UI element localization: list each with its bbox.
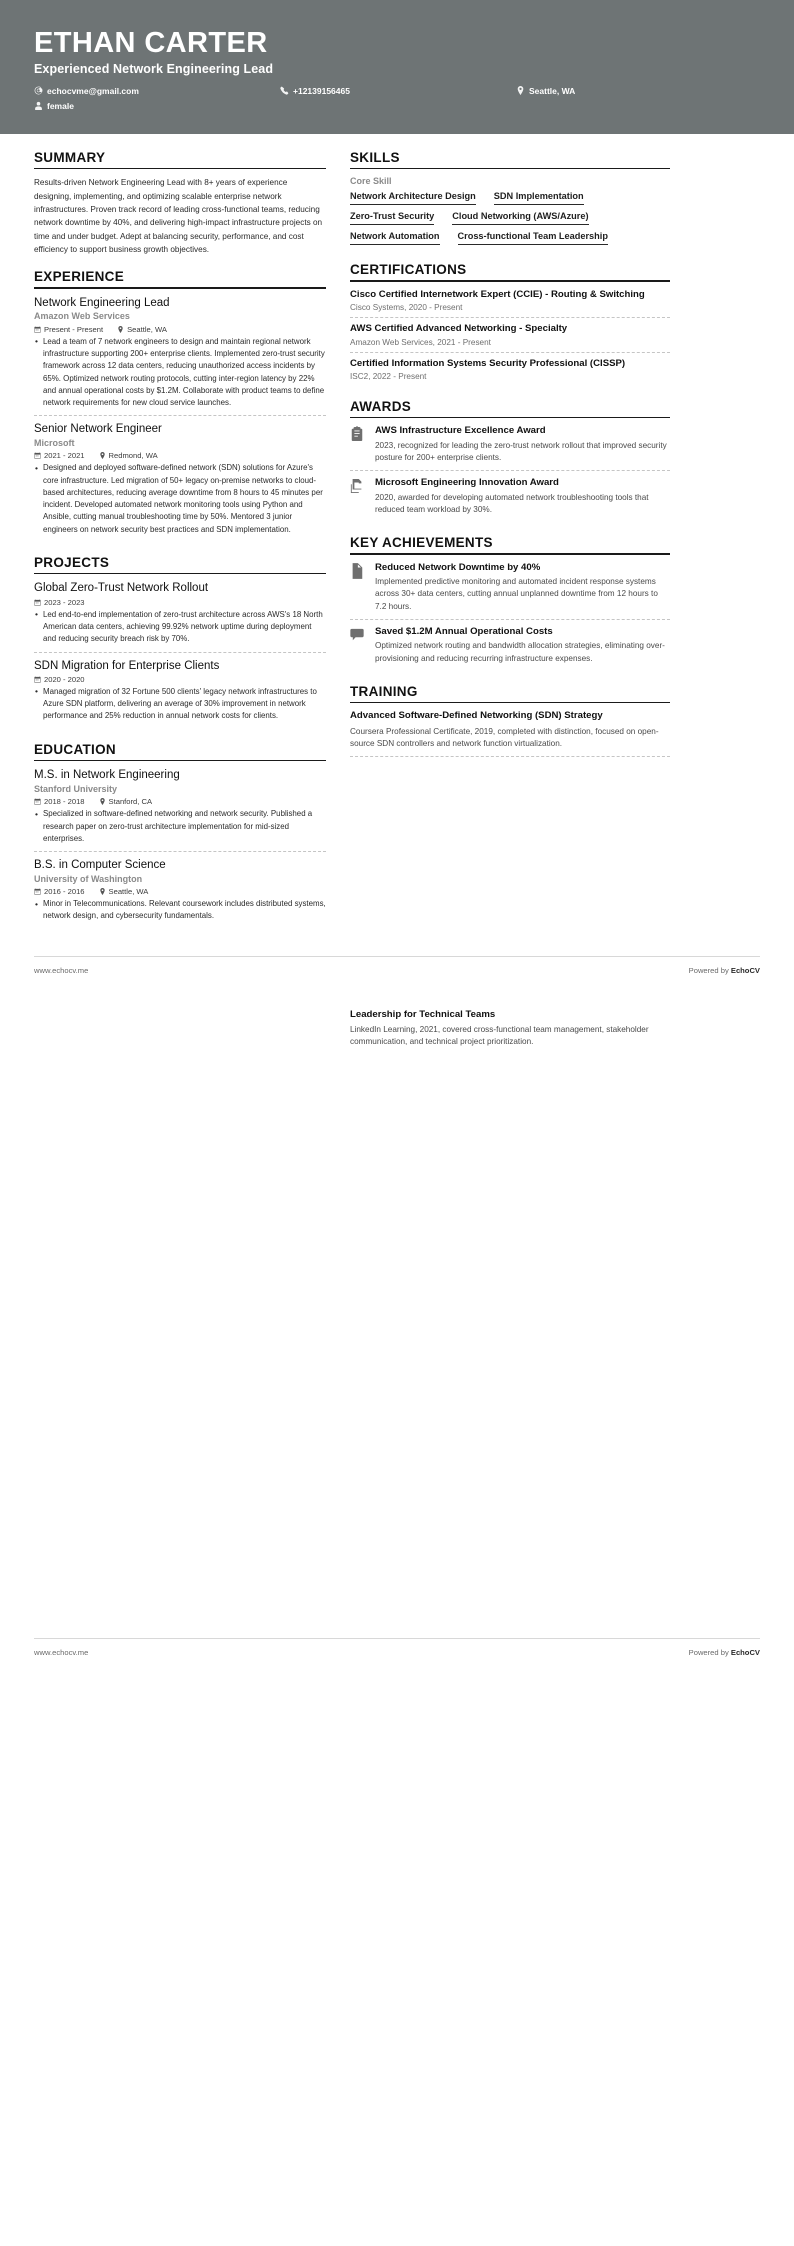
training-name: Advanced Software-Defined Networking (SDN) Strategy bbox=[350, 710, 603, 722]
resume-header bbox=[0, 0, 794, 134]
contact-gender bbox=[34, 101, 280, 111]
section-summary bbox=[34, 150, 326, 256]
calendar-icon bbox=[34, 798, 41, 805]
training-item bbox=[350, 710, 670, 757]
certification-item bbox=[350, 323, 670, 352]
certification-item bbox=[350, 289, 670, 318]
skill-item: Network Architecture Design bbox=[350, 189, 476, 205]
certifications-section-title: CERTIFICATIONS bbox=[350, 262, 467, 278]
right-column-page2 bbox=[350, 993, 670, 1068]
summary-section-title: SUMMARY bbox=[34, 149, 106, 165]
achievement-description: Implemented predictive monitoring and automated incident response systems across 30+ data centers, cutting annual unplanned downtime from 12 hours to 7.2 hours. bbox=[375, 577, 658, 611]
job-dates: 2021 - 2021 bbox=[34, 451, 85, 460]
brand-name: EchoCV bbox=[730, 965, 760, 975]
email-icon bbox=[34, 86, 43, 95]
education-section-title: EDUCATION bbox=[34, 741, 116, 757]
education-meta bbox=[34, 887, 326, 896]
education-item bbox=[34, 768, 326, 852]
skills-section-title: SKILLS bbox=[350, 149, 400, 165]
experience-item bbox=[34, 296, 326, 417]
location-pin-icon bbox=[99, 888, 106, 895]
award-description: 2023, recognized for leading the zero-trust network rollout that improved security posture for 200+ enterprise clients. bbox=[375, 440, 667, 463]
brand-name: EchoCV bbox=[730, 1647, 760, 1657]
job-meta bbox=[34, 451, 326, 460]
education-meta bbox=[34, 797, 326, 806]
education-dates: 2018 - 2018 bbox=[34, 797, 85, 806]
bullet: • Minor in Telecommunications. Relevant coursework includes distributed systems, network design, and cybersecurity fundamentals. bbox=[34, 898, 326, 923]
training-description: LinkedIn Learning, 2021, covered cross-functional team management, stakeholder communication, and technical project prioritization. bbox=[350, 1024, 649, 1047]
achievement-item bbox=[350, 562, 670, 620]
copy-icon bbox=[350, 477, 366, 516]
location-pin-icon bbox=[99, 798, 106, 805]
calendar-icon bbox=[34, 599, 41, 606]
location-pin-icon bbox=[516, 86, 525, 95]
section-skills bbox=[350, 150, 670, 250]
speech-bubble-icon bbox=[350, 626, 366, 665]
right-column bbox=[350, 134, 670, 770]
achievement-description: Optimized network routing and bandwidth allocation strategies, eliminating over-provisioning and reducing recurring infrastructure expenses. bbox=[375, 641, 665, 663]
section-training-continued bbox=[350, 1009, 670, 1055]
person-icon bbox=[34, 101, 43, 110]
location-pin-icon bbox=[117, 326, 124, 333]
award-name: AWS Infrastructure Excellence Award bbox=[375, 425, 546, 437]
section-awards bbox=[350, 399, 670, 522]
section-divider bbox=[34, 287, 326, 289]
resume-body bbox=[0, 134, 794, 942]
skills-group-label: Core Skill bbox=[350, 176, 392, 187]
section-certifications bbox=[350, 262, 670, 385]
degree-name: M.S. in Network Engineering bbox=[34, 769, 180, 782]
job-meta bbox=[34, 325, 326, 334]
bullet: • Designed and deployed software-defined network (SDN) solutions for Azure's core infrastructure. Led migration of 50+ legacy on-premise networks to cloud-based architectures, reducing average downtime from 8 hours to 45 minutes per incident. Developed automated network monitoring tools using Python and Ansible, cutting manual troubleshooting time by 50%. Mentored 3 junior engineers on network security best practices and SDN implementation. bbox=[34, 462, 326, 536]
school-name: Stanford University bbox=[34, 783, 118, 794]
section-divider bbox=[350, 702, 670, 704]
training-name: Leadership for Technical Teams bbox=[350, 1008, 496, 1020]
gender-text: female bbox=[47, 100, 74, 111]
contact-location bbox=[516, 86, 575, 96]
document-dollar-icon bbox=[350, 562, 366, 613]
education-bullets bbox=[34, 898, 326, 923]
contact-email[interactable] bbox=[34, 86, 280, 96]
skill-item: Cloud Networking (AWS/Azure) bbox=[452, 209, 588, 225]
candidate-name: ETHAN CARTER bbox=[34, 27, 268, 59]
skill-item: Cross-functional Team Leadership bbox=[458, 229, 608, 245]
section-divider bbox=[34, 168, 326, 170]
job-location: Redmond, WA bbox=[99, 451, 158, 460]
bullet: • Lead a team of 7 network engineers to design and maintain regional network infrastructure supporting 200+ enterprise clients. Implemented zero-trust security framework across 12 data centers, reducing unauthorized access incidents by 65%. Optimized network routing protocols, cutting inter-region latency by 22% and annual operational costs by $1.2M. Collaborate with product teams to define network requirements for new cloud service launches. bbox=[34, 336, 326, 410]
achievement-item bbox=[350, 626, 670, 671]
calendar-icon bbox=[34, 888, 41, 895]
certification-issuer: ISC2, 2022 - Present bbox=[350, 371, 427, 381]
calendar-icon bbox=[34, 676, 41, 683]
certification-name: Cisco Certified Internetwork Expert (CCIE) - Routing & Switching bbox=[350, 289, 645, 301]
candidate-headline: Experienced Network Engineering Lead bbox=[34, 61, 274, 76]
location-text: Seattle, WA bbox=[529, 85, 576, 96]
job-role: Senior Network Engineer bbox=[34, 423, 162, 436]
section-divider bbox=[350, 168, 670, 170]
training-section-title: TRAINING bbox=[350, 683, 418, 699]
project-dates: 2020 - 2020 bbox=[34, 675, 85, 684]
certification-item bbox=[350, 358, 670, 386]
award-description: 2020, awarded for developing automated network troubleshooting tools that reduced team workload by 30%. bbox=[375, 492, 649, 514]
clipboard-icon bbox=[350, 425, 366, 464]
bullet: • Managed migration of 32 Fortune 500 clients' legacy network infrastructures to Azure SDN platform, delivering an average of 30% improvement in network performance and 25% reduction in annual network costs for clients. bbox=[34, 686, 326, 723]
skill-item: Network Automation bbox=[350, 229, 440, 245]
summary-text: Results-driven Network Engineering Lead with 8+ years of experience designing, implementing, and optimizing scalable enterprise network infrastructures. Proven track record of leading cross-functional teams, reducing network downtime by 40%, and delivering high-impact infrastructure projects on time and under budget. Adept at balancing security, performance, and cost efficiency to support business growth objectives. bbox=[34, 178, 323, 254]
award-name: Microsoft Engineering Innovation Award bbox=[375, 477, 559, 489]
achievement-name: Saved $1.2M Annual Operational Costs bbox=[375, 625, 553, 637]
job-dates: Present - Present bbox=[34, 325, 103, 334]
location-pin-icon bbox=[99, 452, 106, 459]
project-bullets bbox=[34, 686, 326, 723]
contact-row bbox=[34, 86, 760, 116]
section-projects bbox=[34, 555, 326, 729]
bullet: • Led end-to-end implementation of zero-trust architecture across AWS's 18 North American data centers, achieving 99.92% network uptime during deployment and reducing security breach risk by 70%. bbox=[34, 609, 326, 646]
calendar-icon bbox=[34, 452, 41, 459]
education-location: Stanford, CA bbox=[99, 797, 152, 806]
award-item bbox=[350, 477, 670, 522]
project-item bbox=[34, 581, 326, 652]
footer-brand: Powered by EchoCV bbox=[688, 1647, 760, 1657]
footer-website[interactable]: www.echocv.me bbox=[34, 1647, 89, 1657]
project-name: Global Zero-Trust Network Rollout bbox=[34, 582, 209, 595]
project-meta bbox=[34, 675, 326, 684]
resume-page-1 bbox=[0, 0, 794, 975]
resume-body-page2 bbox=[0, 993, 794, 1068]
section-divider bbox=[34, 573, 326, 575]
education-bullets bbox=[34, 808, 326, 845]
job-bullets bbox=[34, 336, 326, 410]
left-column bbox=[34, 134, 326, 942]
awards-section-title: AWARDS bbox=[350, 398, 412, 414]
job-company: Amazon Web Services bbox=[34, 311, 130, 322]
job-company: Microsoft bbox=[34, 437, 75, 448]
section-divider bbox=[350, 280, 670, 282]
achievement-name: Reduced Network Downtime by 40% bbox=[375, 561, 541, 573]
training-description: Coursera Professional Certificate, 2019, completed with distinction, focused on open-source SDN controllers and network function virtualization. bbox=[350, 726, 659, 748]
email-text: echocvme@gmail.com bbox=[47, 85, 139, 96]
calendar-icon bbox=[34, 326, 41, 333]
project-meta bbox=[34, 598, 326, 607]
certification-issuer: Amazon Web Services, 2021 - Present bbox=[350, 337, 491, 347]
bullet: • Specialized in software-defined networking and network security. Published a research paper on zero-trust architecture implementation for mid-sized enterprises. bbox=[34, 808, 326, 845]
experience-item bbox=[34, 422, 326, 542]
school-name: University of Washington bbox=[34, 873, 143, 884]
footer-website[interactable]: www.echocv.me bbox=[34, 965, 89, 975]
education-dates: 2016 - 2016 bbox=[34, 887, 85, 896]
section-education bbox=[34, 742, 326, 929]
training-item bbox=[350, 1009, 670, 1055]
section-key-achievements bbox=[350, 535, 670, 671]
skill-item: SDN Implementation bbox=[494, 189, 584, 205]
project-dates: 2023 - 2023 bbox=[34, 598, 85, 607]
left-column-page2 bbox=[34, 993, 326, 1009]
skills-list bbox=[350, 189, 670, 249]
page-footer bbox=[34, 1638, 760, 1657]
projects-section-title: PROJECTS bbox=[34, 554, 110, 570]
phone-icon bbox=[280, 86, 289, 95]
certification-name: Certified Information Systems Security Professional (CISSP) bbox=[350, 357, 626, 369]
project-item bbox=[34, 659, 326, 729]
certification-name: AWS Certified Advanced Networking - Specialty bbox=[350, 323, 568, 335]
section-divider bbox=[350, 553, 670, 555]
degree-name: B.S. in Computer Science bbox=[34, 859, 166, 872]
section-divider bbox=[34, 760, 326, 762]
contact-phone[interactable] bbox=[280, 86, 516, 96]
award-item bbox=[350, 425, 670, 471]
education-location: Seattle, WA bbox=[99, 887, 149, 896]
project-name: SDN Migration for Enterprise Clients bbox=[34, 659, 220, 672]
skill-item: Zero-Trust Security bbox=[350, 209, 434, 225]
page-footer bbox=[34, 956, 760, 975]
project-bullets bbox=[34, 609, 326, 646]
education-item bbox=[34, 858, 326, 929]
phone-text: +12139156465 bbox=[293, 85, 350, 96]
resume-page-2 bbox=[0, 975, 794, 1675]
section-training bbox=[350, 684, 670, 757]
key-achievements-section-title: KEY ACHIEVEMENTS bbox=[350, 535, 493, 551]
section-experience bbox=[34, 269, 326, 542]
certification-issuer: Cisco Systems, 2020 - Present bbox=[350, 303, 463, 313]
footer-brand: Powered by EchoCV bbox=[688, 965, 760, 975]
job-role: Network Engineering Lead bbox=[34, 296, 170, 309]
section-divider bbox=[350, 417, 670, 419]
experience-section-title: EXPERIENCE bbox=[34, 269, 125, 285]
job-location: Seattle, WA bbox=[117, 325, 167, 334]
job-bullets bbox=[34, 462, 326, 536]
page2-spacer bbox=[0, 1068, 794, 1628]
